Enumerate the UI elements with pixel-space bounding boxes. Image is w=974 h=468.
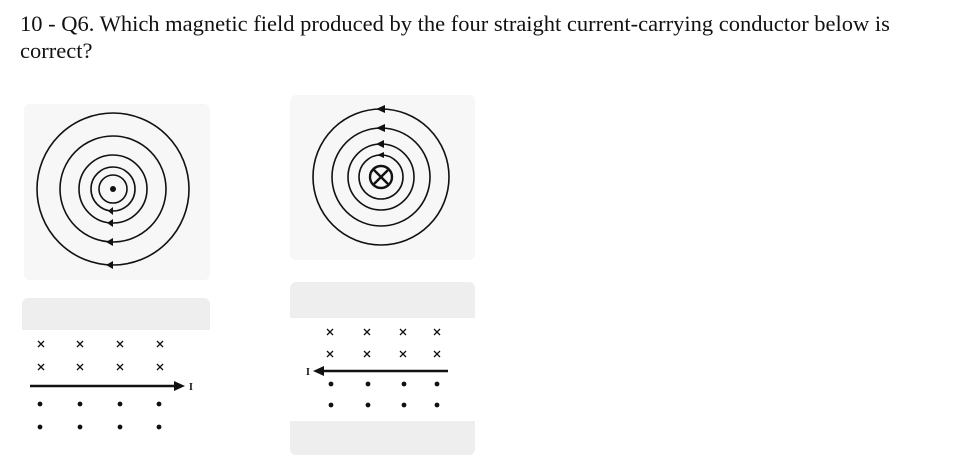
current-label: I bbox=[306, 367, 310, 378]
dot-icon bbox=[402, 403, 407, 408]
cross-icon bbox=[364, 329, 370, 335]
dot-icon bbox=[435, 382, 440, 387]
dot-icon bbox=[366, 382, 371, 387]
cross-icon bbox=[364, 351, 370, 357]
cross-icon bbox=[327, 351, 333, 357]
cross-icon bbox=[434, 351, 440, 357]
dot-icon bbox=[366, 403, 371, 408]
dot-icon bbox=[329, 382, 334, 387]
cross-icon bbox=[400, 351, 406, 357]
dot-icon bbox=[402, 382, 407, 387]
cross-icon bbox=[400, 329, 406, 335]
question-text: 10 - Q6. Which magnetic field produced by the four straight current-carrying conductor below is correct? bbox=[20, 11, 890, 63]
cross-icon bbox=[327, 329, 333, 335]
dot-icon bbox=[329, 403, 334, 408]
current-label: I bbox=[189, 382, 193, 393]
cross-icon bbox=[434, 329, 440, 335]
dot-icon bbox=[435, 403, 440, 408]
